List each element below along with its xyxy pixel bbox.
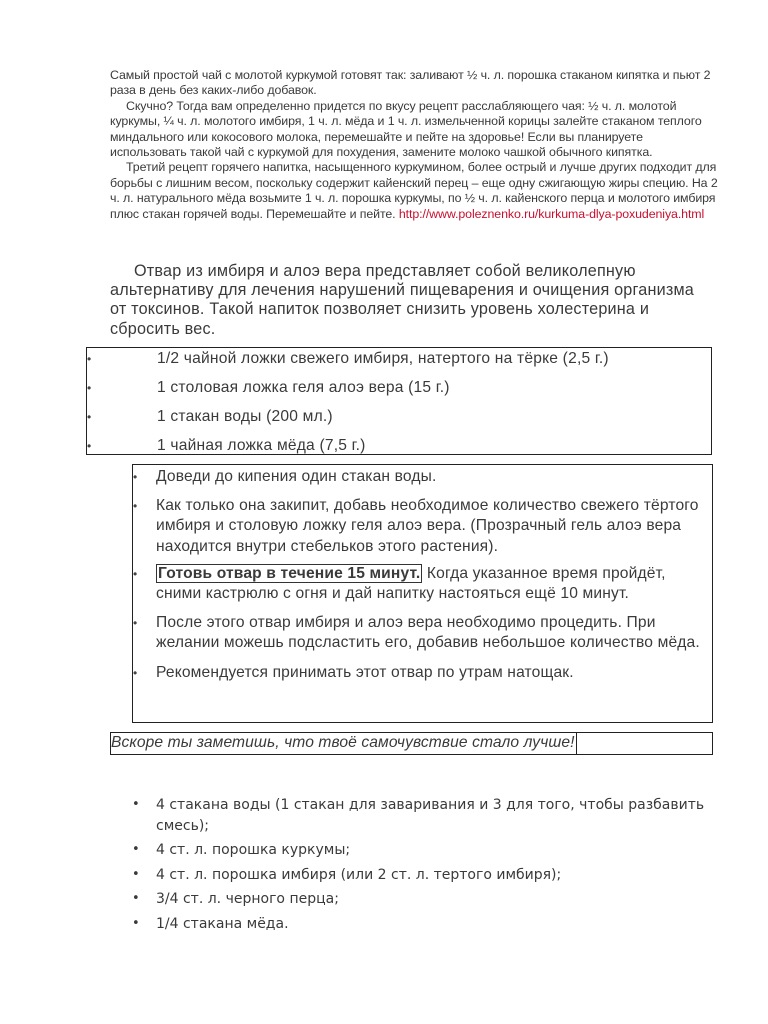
list-item [133, 564, 712, 604]
list-item [133, 663, 712, 683]
intro-paragraph-1: Самый простой чай с молотой куркумой готовят так: заливают ½ ч. л. порошка стаканом кипятка и пьют 2 раза в день без каких-либо добавок. [110, 68, 711, 98]
step-text: После этого отвар имбиря и алоэ вера необходимо процедить. При желании можешь подсластить его, добавив небольшое количество мёда. [156, 614, 700, 652]
bullet-icon: • [132, 797, 140, 812]
step-highlight: Готовь отвар в течение 15 минут. [158, 564, 421, 582]
aloe-decoction-intro: Отвар из имбиря и алоэ вера представляет собой великолепную альтернативу для лечения нарушений пищеварения и очищения организма от токсинов. Такой напиток позволяет снизить уровень холестерина и сбросить вес. [110, 262, 694, 338]
list-item [87, 377, 711, 406]
bullet-icon: • [133, 470, 138, 484]
mix-item-text: 4 стакана воды (1 стакан для заваривания и 3 для того, чтобы разбавить смесь); [156, 797, 705, 834]
list-item [133, 613, 712, 653]
list-item [87, 348, 711, 377]
mix-item-text: 1/4 стакана мёда. [156, 915, 289, 932]
intro-paragraph-2: Скучно? Тогда вам определенно придется по вкусу рецепт расслабляющего чая: ½ ч. л. молотой куркумы, ¼ ч. л. молотого имбиря, 1 ч. л. мёда и 1 ч. л. измельченной корицы залейте стаканом теплого миндального или кокосового молока, перемешайте и пейте на здоровье! Если вы планируете использовать такой чай с куркумой для похудения, замените молоко чашкой обычного кипятка. [110, 98, 702, 160]
mix-item-text: 3/4 ст. л. черного перца; [156, 891, 339, 907]
source-link[interactable]: http://www.poleznenko.ru/kurkuma-dlya-poxudeniya.html [398, 206, 705, 221]
list-item [133, 467, 712, 487]
note-text: Вскоре ты заметишь, что твоё самочувствие стало лучше! [111, 733, 577, 754]
bullet-icon: • [132, 866, 140, 882]
mix-item-text: 4 ст. л. порошка куркумы; [156, 842, 351, 858]
bullet-icon: • [133, 665, 138, 680]
bullet-icon: • [87, 439, 92, 453]
step-text: Как только она закипит, добавь необходимое количество свежего тёртого имбиря и столовую ложку геля алоэ вера. (Прозрачный гель алоэ вера находится внутри стебельков этого растения). [156, 497, 699, 555]
step-text: Рекомендуется принимать этот отвар по утрам натощак. [156, 663, 574, 681]
spice-mix-list [132, 795, 722, 938]
bullet-icon: • [87, 381, 92, 395]
bullet-icon: • [132, 891, 140, 906]
list-item [132, 865, 722, 886]
list-item [132, 795, 722, 836]
bullet-icon: • [133, 616, 138, 631]
bullet-icon: • [133, 499, 138, 514]
intro-paragraph-3-text: Третий рецепт горячего напитка, насыщенного куркумином, более острый и лучше других подходит для борьбы с лишним весом, поскольку содержит кайенский перец – еще одну сжигающую жиры специю. На 2 ч. л. натурального мёда возьмите 1 ч. л. порошка куркумы, по ½ ч. л. кайенского перца и молотого имбиря плюс стакан горячей воды. Перемешайте и пейте. [110, 160, 718, 221]
ingredient-text: 1/2 чайной ложки свежего имбиря, натертого на тёрке (2,5 г.) [157, 350, 609, 367]
intro-paragraph-3 [110, 160, 720, 222]
ingredient-text: 1 чайная ложка мёда (7,5 г.) [157, 437, 366, 454]
list-item [132, 840, 722, 861]
ingredients-list [87, 348, 711, 464]
note-box [110, 732, 713, 755]
ingredient-text: 1 стакан воды (200 мл.) [157, 408, 333, 425]
bullet-icon: • [133, 566, 138, 581]
bullet-icon: • [87, 352, 92, 366]
list-item [132, 914, 722, 935]
list-item [132, 889, 722, 910]
ingredients-box [86, 347, 712, 455]
bullet-icon: • [132, 915, 140, 931]
mix-item-text: 4 ст. л. порошка имбиря (или 2 ст. л. тертого имбиря); [156, 866, 562, 883]
list-item [133, 496, 712, 557]
bullet-icon: • [87, 410, 92, 424]
step-text: Доведи до кипения один стакан воды. [156, 468, 437, 485]
steps-box [132, 464, 713, 723]
steps-list [133, 467, 712, 683]
bullet-icon: • [132, 842, 140, 857]
step-text: Когда указанное время пройдёт, сними кастрюлю с огня и дай напитку настояться ещё 10 минут. [156, 564, 666, 603]
list-item [87, 406, 711, 435]
list-item [87, 435, 711, 464]
turmeric-tea-intro [110, 68, 720, 222]
ingredient-text: 1 столовая ложка геля алоэ вера (15 г.) [157, 379, 450, 396]
